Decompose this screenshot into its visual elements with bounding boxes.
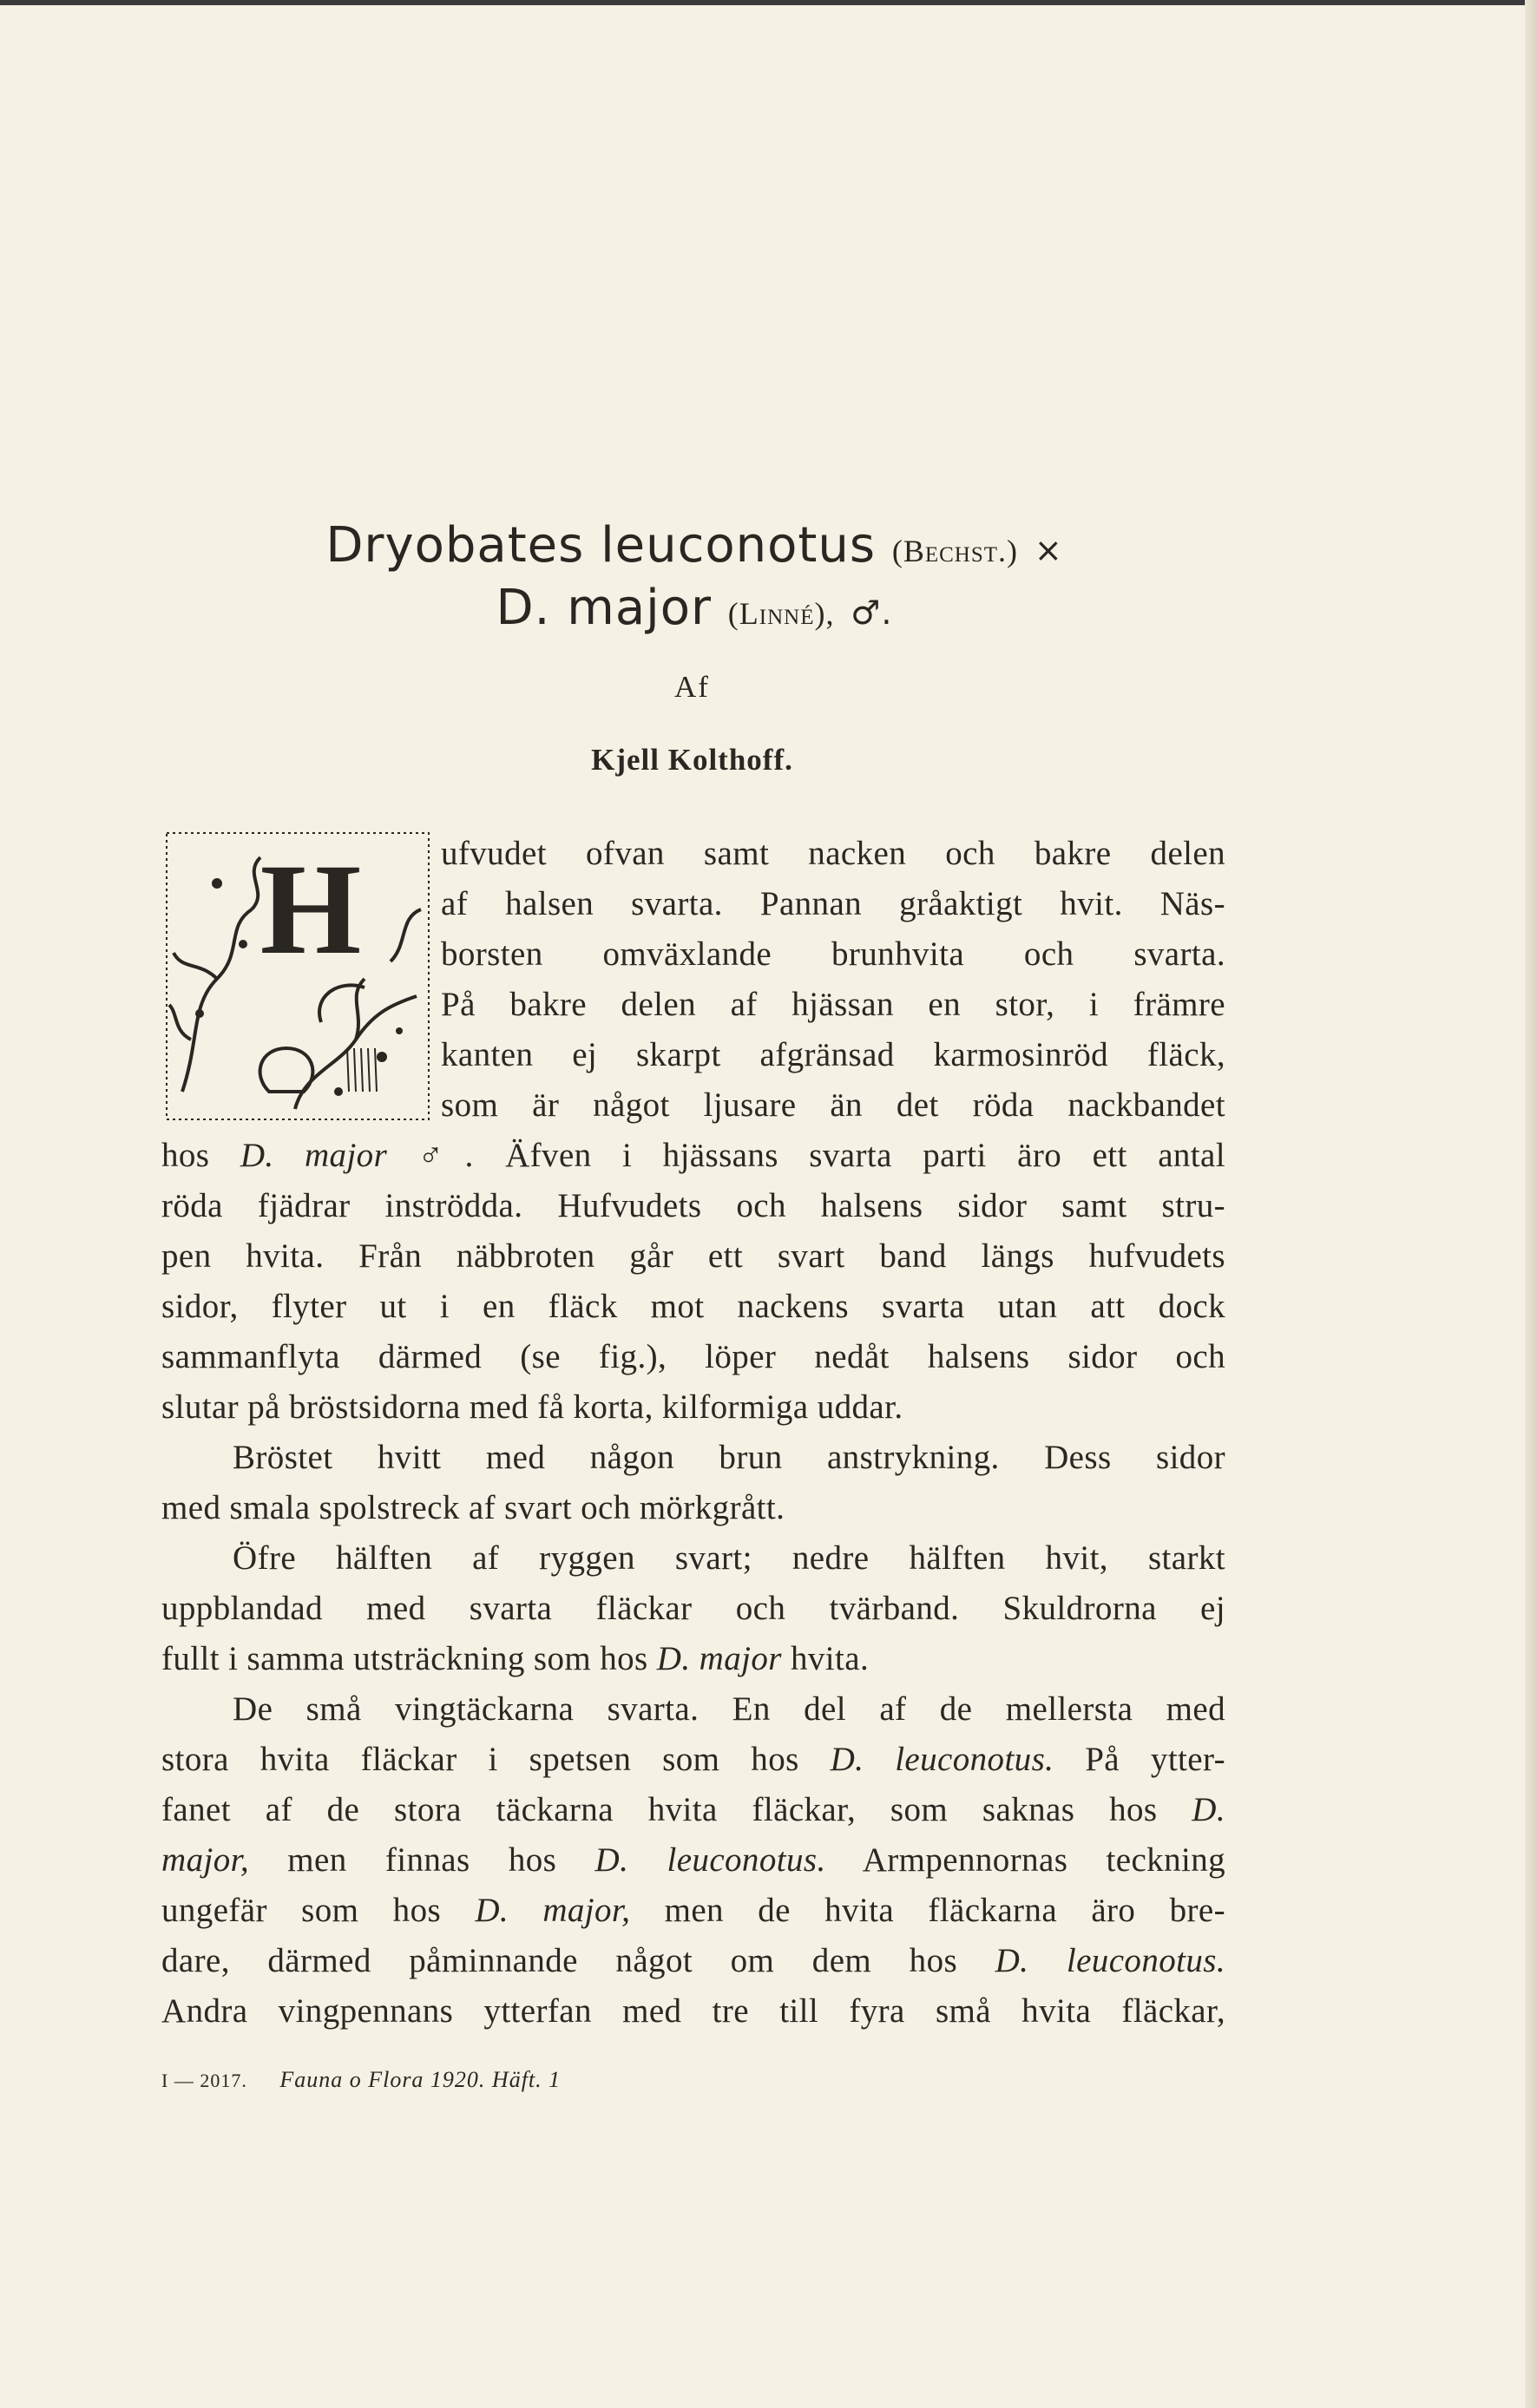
title-species-2: D. major [496, 580, 712, 636]
species-name: D. leuconotus. [995, 1942, 1225, 1979]
text-line-23 [161, 1939, 1225, 1987]
text-line-6: som är något ljusare än det röda nackbandet [441, 1086, 1225, 1124]
text-line-4: På bakre delen af hjässan en stor, i främre [441, 986, 1225, 1023]
text-span: hos [161, 1137, 210, 1174]
species-name: D. leuconotus. [830, 1741, 1054, 1778]
text-span: fullt i samma utsträckning som hos [161, 1640, 648, 1677]
page-footer [161, 2067, 943, 2093]
text-line-19 [161, 1737, 1225, 1786]
article-title-line-1 [0, 517, 1389, 574]
byline-af: Af [674, 670, 710, 704]
text-span: På ytter- [1085, 1741, 1225, 1778]
male-symbol: ♂. [851, 594, 893, 632]
page-right-edge [1525, 0, 1537, 2408]
text-line-10: sidor, flyter ut i en fläck mot nackens svarta utan att dock [161, 1288, 1225, 1325]
species-name: D. leuconotus. [594, 1841, 826, 1879]
page-top-edge [0, 0, 1537, 5]
text-line-24: Andra vingpennans ytterfan med tre till fyra små hvita fläckar, [161, 1992, 1225, 2030]
text-line-18: De små vingtäckarna svarta. En del af de mellersta med [233, 1690, 1225, 1728]
article-title-line-2 [0, 580, 1389, 636]
text-line-21 [161, 1838, 1225, 1886]
text-line-12: slutar på bröstsidorna med få korta, kilformiga uddar. [161, 1388, 903, 1426]
text-line-2: af halsen svarta. Pannan gråaktigt hvit. Näs- [441, 885, 1225, 922]
text-span: stora hvita fläckar i spetsen som hos [161, 1741, 799, 1778]
text-span: Äfven i hjässans svarta parti äro ett antal [505, 1137, 1225, 1174]
text-line-8: röda fjädrar inströdda. Hufvudets och halsens sidor samt stru- [161, 1187, 1225, 1224]
text-span: men finnas hos [287, 1841, 557, 1879]
text-line-3: borsten omväxlande brunhvita och svarta. [441, 935, 1225, 973]
text-line-15: Öfre hälften af ryggen svart; nedre hälften hvit, starkt [233, 1539, 1225, 1577]
printer-signature: I — 2017. [161, 2070, 247, 2091]
text-span: fanet af de stora täckarna hvita fläckar, som saknas hos [161, 1791, 1158, 1828]
species-name: D. major [656, 1640, 782, 1677]
species-name: D. [1192, 1791, 1225, 1828]
text-line-14: med smala spolstreck af svart och mörkgrått. [161, 1489, 785, 1526]
species-name: major, [161, 1841, 250, 1879]
title-author-1: (Bechst.) [891, 534, 1019, 568]
text-line-13: Bröstet hvitt med någon brun anstrykning. Dess sidor [233, 1439, 1225, 1476]
text-line-22 [161, 1888, 1225, 1937]
hybrid-cross-symbol: × [1034, 531, 1063, 569]
dropcap-letter: H [259, 837, 362, 981]
title-author-2: (Linné), [727, 596, 835, 631]
text-line-1: ufvudet ofvan samt nacken och bakre delen [441, 835, 1225, 872]
text-line-17 [161, 1637, 1225, 1685]
text-line-7 [161, 1133, 1225, 1182]
thistle-ornament-icon [165, 831, 430, 1121]
journal-citation: Fauna o Flora 1920. Häft. 1 [279, 2067, 562, 2092]
text-line-20 [161, 1788, 1225, 1836]
text-line-5: kanten ej skarpt afgränsad karmosinröd fläck, [441, 1036, 1225, 1073]
text-span: hvita. [791, 1640, 870, 1677]
species-name: D. major, [475, 1892, 631, 1929]
title-species-1: Dryobates leuconotus [325, 517, 877, 574]
species-name: D. major ♂. [240, 1137, 475, 1174]
text-line-16: uppblandad med svarta fläckar och tvärband. Skuldrorna ej [161, 1590, 1225, 1627]
text-span: dare, därmed påminnande något om dem hos [161, 1942, 958, 1979]
text-span: ungefär som hos [161, 1892, 442, 1929]
text-span: men de hvita fläckarna äro bre- [664, 1892, 1225, 1929]
text-line-11: sammanflyta därmed (se fig.), löper nedåt halsens sidor och [161, 1338, 1225, 1375]
byline-author: Kjell Kolthoff. [591, 743, 793, 777]
text-line-9: pen hvita. Från näbbroten går ett svart band längs hufvudets [161, 1237, 1225, 1275]
text-span: Armpennornas teckning [862, 1841, 1225, 1879]
